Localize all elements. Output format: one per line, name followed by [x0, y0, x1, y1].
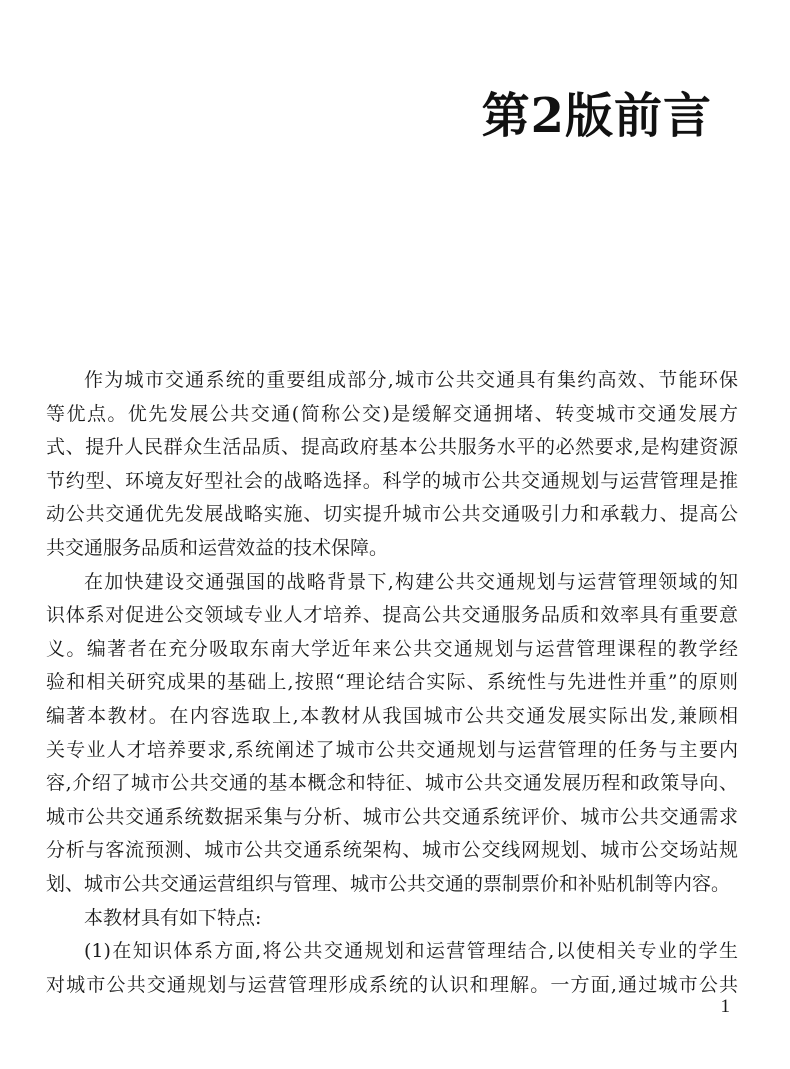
paragraph-line: 关专业人才培养要求,系统阐述了城市公共交通规划与运营管理的任务与主要内	[46, 738, 738, 761]
paragraph-line: 城市公共交通系统数据采集与分析、城市公共交通系统评价、城市公共交通需求	[46, 805, 738, 828]
paragraph-line: 作为城市交通系统的重要组成部分,城市公共交通具有集约高效、节能环保	[84, 369, 738, 391]
paragraph-line: 识体系对促进公交领域专业人才培养、提高公共交通服务品质和效率具有重要意	[46, 604, 738, 627]
paragraph-line: 容,介绍了城市公共交通的基本概念和特征、城市公共交通发展历程和政策导向、	[46, 772, 738, 795]
paragraph-line: 共交通服务品质和运营效益的技术保障。	[46, 536, 389, 559]
paragraph-line: 编著本教材。在内容选取上,本教材从我国城市公共交通发展实际出发,兼顾相	[46, 704, 738, 727]
page-title: 第2版前言	[481, 88, 712, 144]
paragraph-line: 动公共交通优先发展战略实施、切实提升城市公共交通吸引力和承载力、提高公	[46, 503, 738, 526]
paragraph-line: 划、城市公共交通运营组织与管理、城市公共交通的票制票价和补贴机制等内容。	[46, 872, 731, 895]
paragraph-line: 验和相关研究成果的基础上,按照“理论结合实际、系统性与先进性并重”的原则	[46, 671, 738, 694]
paragraph-line: 等优点。优先发展公共交通(简称公交)是缓解交通拥堵、转变城市交通发展方	[46, 402, 738, 425]
page-number: 1	[720, 996, 730, 1017]
paragraph-line: 义。编著者在充分吸取东南大学近年来公共交通规划与运营管理课程的教学经	[46, 637, 738, 660]
paragraph-line: 对城市公共交通规划与运营管理形成系统的认识和理解。一方面,通过城市公共	[46, 973, 738, 996]
paragraph-line: 分析与客流预测、城市公共交通系统架构、城市公交线网规划、城市公交场站规	[46, 839, 738, 862]
paragraph-line: 在加快建设交通强国的战略背景下,构建公共交通规划与运营管理领域的知	[84, 570, 738, 593]
paragraph-line: 节约型、环境友好型社会的战略选择。科学的城市公共交通规划与运营管理是推	[46, 469, 738, 492]
paragraph-line: (1)在知识体系方面,将公共交通规划和运营管理结合,以使相关专业的学生	[84, 940, 738, 963]
paragraph-line: 式、提升人民群众生活品质、提高政府基本公共服务水平的必然要求,是构建资源	[46, 436, 738, 459]
paragraph-line: 本教材具有如下特点:	[84, 906, 262, 929]
body-text	[46, 364, 738, 1002]
